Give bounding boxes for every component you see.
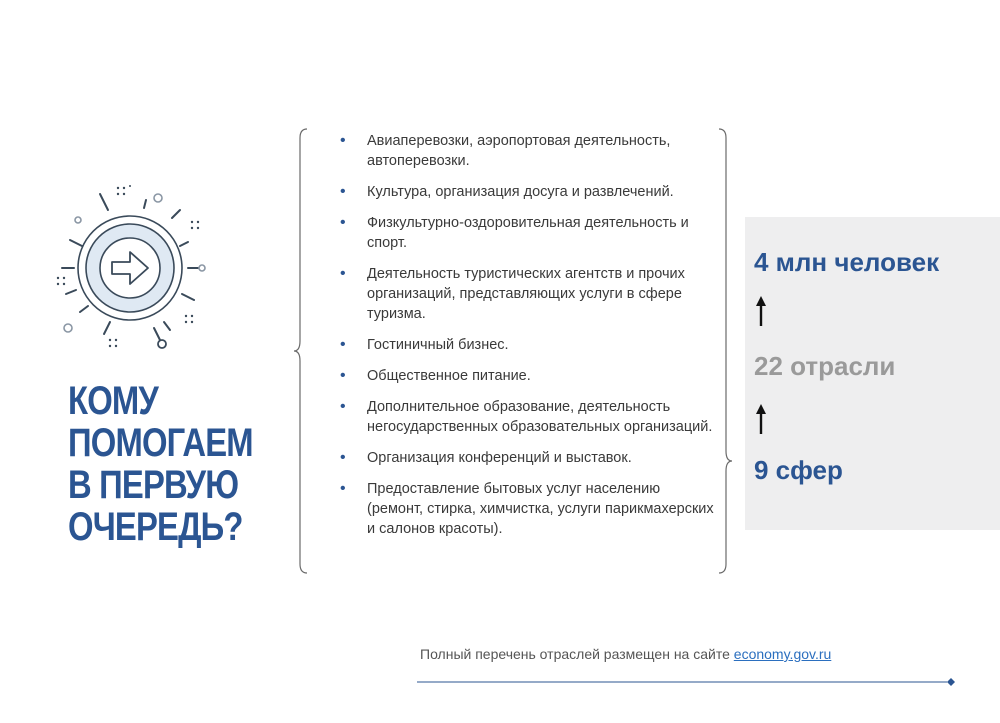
list-item-text: Физкультурно-оздоровительная деятельность и спорт. xyxy=(367,215,689,251)
bullet-icon: • xyxy=(340,449,346,466)
list-item xyxy=(340,264,720,324)
list-item-text: Деятельность туристических агентств и прочих организаций, представляющих услуги в сфере туризма. xyxy=(367,266,685,322)
bullet-icon: • xyxy=(340,480,346,497)
list-item-text: Предоставление бытовых услуг населению (ремонт, стирка, химчистка, услуги парикмахерских и салонов красоты). xyxy=(367,481,714,537)
list-item xyxy=(340,182,720,202)
bullet-icon: • xyxy=(340,367,346,384)
list-item-text: Общественное питание. xyxy=(367,368,531,384)
economy-gov-link[interactable]: economy.gov.ru xyxy=(733,646,832,662)
arrow-up-icon xyxy=(754,295,768,327)
title-line: ПОМОГАЕМ xyxy=(68,421,253,465)
list-item-text: Дополнительное образование, деятельность негосударственных образовательных организаций. xyxy=(367,399,713,435)
footer-divider xyxy=(417,674,957,684)
list-item-text: Авиаперевозки, аэропортовая деятельность, автоперевозки. xyxy=(367,133,671,169)
title-line: ОЧЕРЕДЬ? xyxy=(68,505,243,549)
bullet-icon: • xyxy=(340,214,346,231)
industries-list xyxy=(340,131,720,550)
stats-panel xyxy=(745,217,1000,530)
list-item-text: Гостиничный бизнес. xyxy=(367,337,509,353)
stat-people: 4 млн человек xyxy=(754,247,940,277)
list-item xyxy=(340,479,720,539)
arrow-circle-emblem-icon xyxy=(52,182,212,352)
right-curly-brace xyxy=(718,128,734,574)
list-item xyxy=(340,131,720,171)
stat-spheres: 9 сфер xyxy=(754,455,843,485)
footer-note xyxy=(420,646,831,662)
left-curly-brace xyxy=(292,128,308,574)
bullet-icon: • xyxy=(340,183,346,200)
page-title xyxy=(68,380,257,548)
bullet-icon: • xyxy=(340,336,346,353)
footer-text: Полный перечень отраслей размещен на сайте xyxy=(420,646,734,662)
list-item-text: Организация конференций и выставок. xyxy=(367,450,632,466)
title-line: В ПЕРВУЮ xyxy=(68,463,239,507)
title-line: КОМУ xyxy=(68,379,158,423)
list-item xyxy=(340,448,720,468)
bullet-icon: • xyxy=(340,132,346,149)
bullet-icon: • xyxy=(340,398,346,415)
list-item xyxy=(340,397,720,437)
list-item xyxy=(340,213,720,253)
stat-industries: 22 отрасли xyxy=(754,351,896,381)
list-item-text: Культура, организация досуга и развлечений. xyxy=(367,184,674,200)
bullet-icon: • xyxy=(340,265,346,282)
list-item xyxy=(340,335,720,355)
list-item xyxy=(340,366,720,386)
arrow-up-icon xyxy=(754,403,768,435)
